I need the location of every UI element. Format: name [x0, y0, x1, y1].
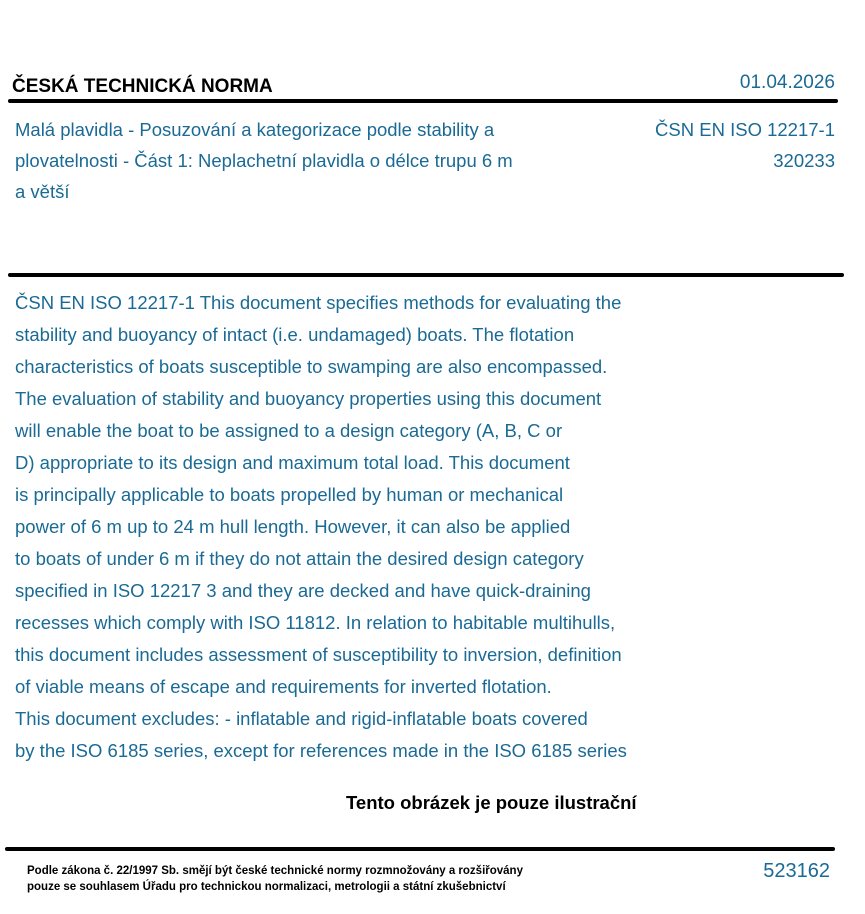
- section-divider: [8, 273, 844, 277]
- standard-header-title: ČESKÁ TECHNICKÁ NORMA: [12, 76, 273, 97]
- header-divider: [8, 99, 838, 103]
- class-number: 320233: [773, 150, 835, 171]
- document-abstract: ČSN EN ISO 12217-1 This document specifies methods for evaluating the stability and buoyancy of intact (i.e. undamaged) boats. The flotation characteristics of boats susceptible to swamping are also encompassed. The evaluation of stability and buoyancy properties using this document will enable the boat to be assigned to a design category (A, B, C or D) appropriate to its design and maximum total load. This document is principally applicable to boats propelled by human or mechanical power of 6 m up to 24 m hull length. However, it can also be applied to boats of under 6 m if they do not attain the desired design category specified in ISO 12217 3 and they are decked and have quick-draining recesses which comply with ISO 11812. In relation to habitable multihulls, this document includes assessment of susceptibility to inversion, definition of viable means of escape and requirements for inverted flotation. This document excludes: - inflatable and rigid-inflatable boats covered by the ISO 6185 series, except for references made in the ISO 6185 series: [15, 292, 627, 761]
- footer-divider: [5, 847, 835, 851]
- footer-number: 523162: [763, 860, 830, 882]
- document-code-block: [655, 114, 835, 176]
- legal-line-1: Podle zákona č. 22/1997 Sb. smějí být české technické normy rozmnožovány a rozšiřovány: [27, 865, 523, 877]
- legal-line-2: pouze se souhlasem Úřadu pro technickou normalizaci, metrologii a státní zkušebnictví: [27, 881, 506, 893]
- standard-code: ČSN EN ISO 12217-1: [655, 119, 835, 140]
- document-title: Malá plavidla - Posuzování a kategorizace podle stability a plovatelnosti - Část 1: Neplachetní plavidla o délce trupu 6 m a větší: [15, 119, 513, 202]
- publication-date: 01.04.2026: [739, 72, 835, 93]
- illustration-note: Tento obrázek je pouze ilustrační: [346, 792, 637, 813]
- legal-notice: [27, 863, 523, 895]
